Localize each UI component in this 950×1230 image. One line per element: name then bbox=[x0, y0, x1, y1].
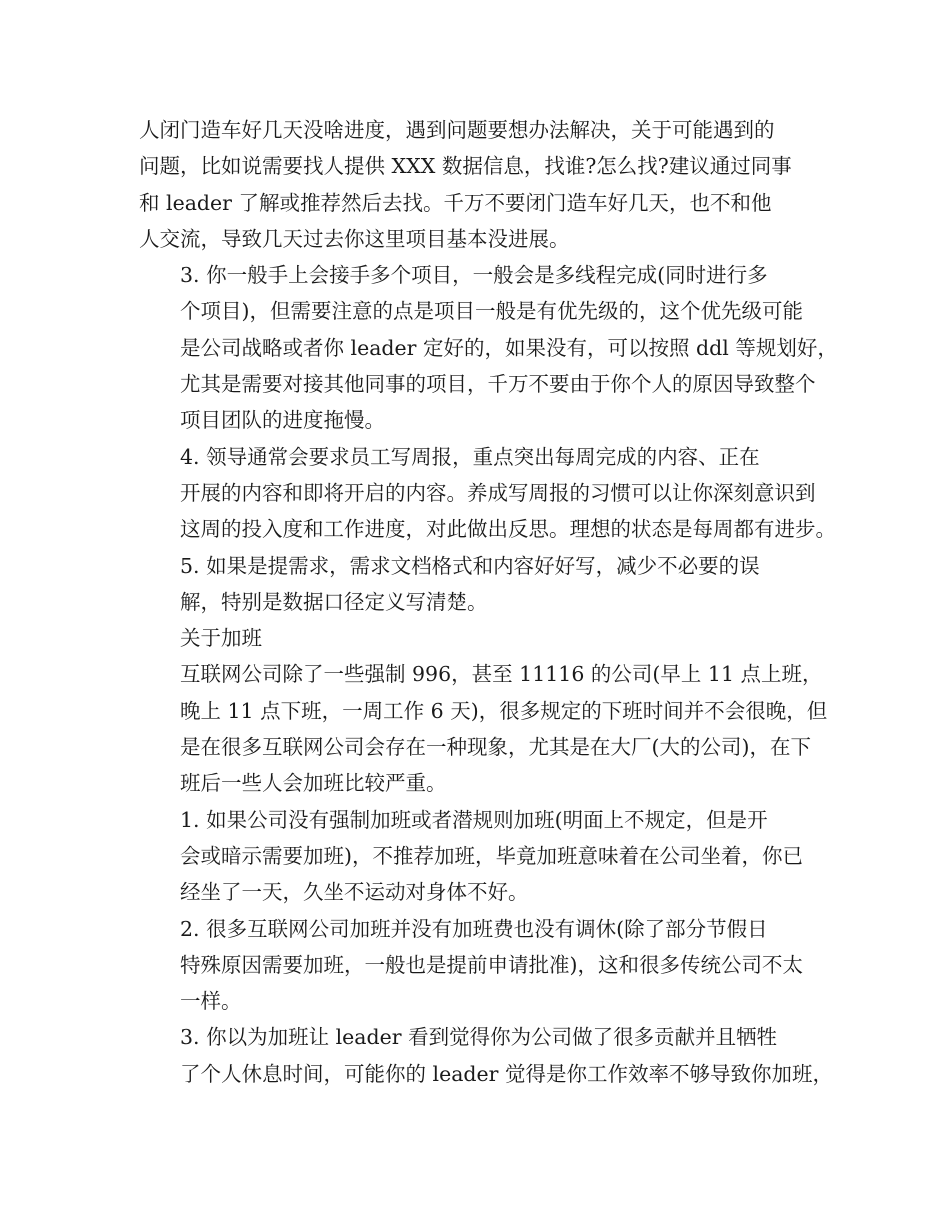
text-line: 了个人休息时间，可能你的 leader 觉得是你工作效率不够导致你加班， bbox=[180, 1061, 833, 1086]
document-body bbox=[139, 112, 838, 1092]
text-line: 一样。 bbox=[180, 989, 242, 1014]
paragraph bbox=[139, 112, 819, 257]
paragraph bbox=[139, 911, 819, 1020]
paragraph bbox=[139, 257, 838, 438]
text-line: 这周的投入度和工作进度，对此做出反思。理想的状态是每周都有进步。 bbox=[180, 517, 836, 542]
paragraph bbox=[139, 656, 828, 801]
text-line: 人交流，导致几天过去你这里项目基本没进展。 bbox=[139, 226, 570, 251]
text-line: 1. 如果公司没有强制加班或者潜规则加班(明面上不规定，但是开 bbox=[180, 807, 768, 832]
text-line: 4. 领导通常会要求员工写周报，重点突出每周完成的内容、正在 bbox=[180, 444, 760, 469]
paragraph bbox=[139, 802, 819, 911]
text-line: 关于加班 bbox=[180, 626, 262, 651]
text-line: 尤其是需要对接其他同事的项目，千万不要由于你个人的原因导致整个 bbox=[180, 372, 816, 397]
text-line: 是公司战略或者你 leader 定好的，如果没有，可以按照 ddl 等规划好， bbox=[180, 335, 838, 360]
text-line: 晚上 11 点下班，一周工作 6 天)，很多规定的下班时间并不会很晚，但 bbox=[180, 698, 828, 723]
text-line: 会或暗示需要加班)，不推荐加班，毕竟加班意味着在公司坐着，你已 bbox=[180, 843, 803, 868]
text-line: 开展的内容和即将开启的内容。养成写周报的习惯可以让你深刻意识到 bbox=[180, 480, 816, 505]
text-line: 项目团队的进度拖慢。 bbox=[180, 408, 385, 433]
text-line: 问题，比如说需要找人提供 XXX 数据信息，找谁?怎么找?建议通过同事 bbox=[139, 154, 792, 179]
text-line: 是在很多互联网公司会存在一种现象，尤其是在大厂(大的公司)，在下 bbox=[180, 735, 811, 760]
paragraph bbox=[139, 620, 819, 656]
text-line: 个项目)，但需要注意的点是项目一般是有优先级的，这个优先级可能 bbox=[180, 299, 803, 324]
text-line: 5. 如果是提需求，需求文档格式和内容好好写，减少不必要的误 bbox=[180, 553, 760, 578]
text-line: 3. 你以为加班让 leader 看到觉得你为公司做了很多贡献并且牺牲 bbox=[180, 1025, 778, 1050]
paragraph bbox=[139, 439, 836, 548]
paragraph bbox=[139, 548, 819, 621]
text-line: 3. 你一般手上会接手多个项目，一般会是多线程完成(同时进行多 bbox=[180, 263, 768, 288]
text-line: 经坐了一天，久坐不运动对身体不好。 bbox=[180, 880, 529, 905]
text-line: 2. 很多互联网公司加班并没有加班费也没有调休(除了部分节假日 bbox=[180, 916, 768, 941]
text-line: 和 leader 了解或推荐然后去找。千万不要闭门造车好几天，也不和他 bbox=[139, 190, 772, 215]
text-line: 解，特别是数据口径定义写清楚。 bbox=[180, 589, 488, 614]
text-line: 人闭门造车好几天没啥进度，遇到问题要想办法解决，关于可能遇到的 bbox=[139, 118, 775, 142]
text-line: 特殊原因需要加班，一般也是提前申请批准)，这和很多传统公司不太 bbox=[180, 952, 803, 977]
paragraph bbox=[139, 1019, 833, 1092]
text-line: 互联网公司除了一些强制 996，甚至 11116 的公司(早上 11 点上班， bbox=[180, 662, 823, 687]
text-line: 班后一些人会加班比较严重。 bbox=[180, 771, 447, 796]
